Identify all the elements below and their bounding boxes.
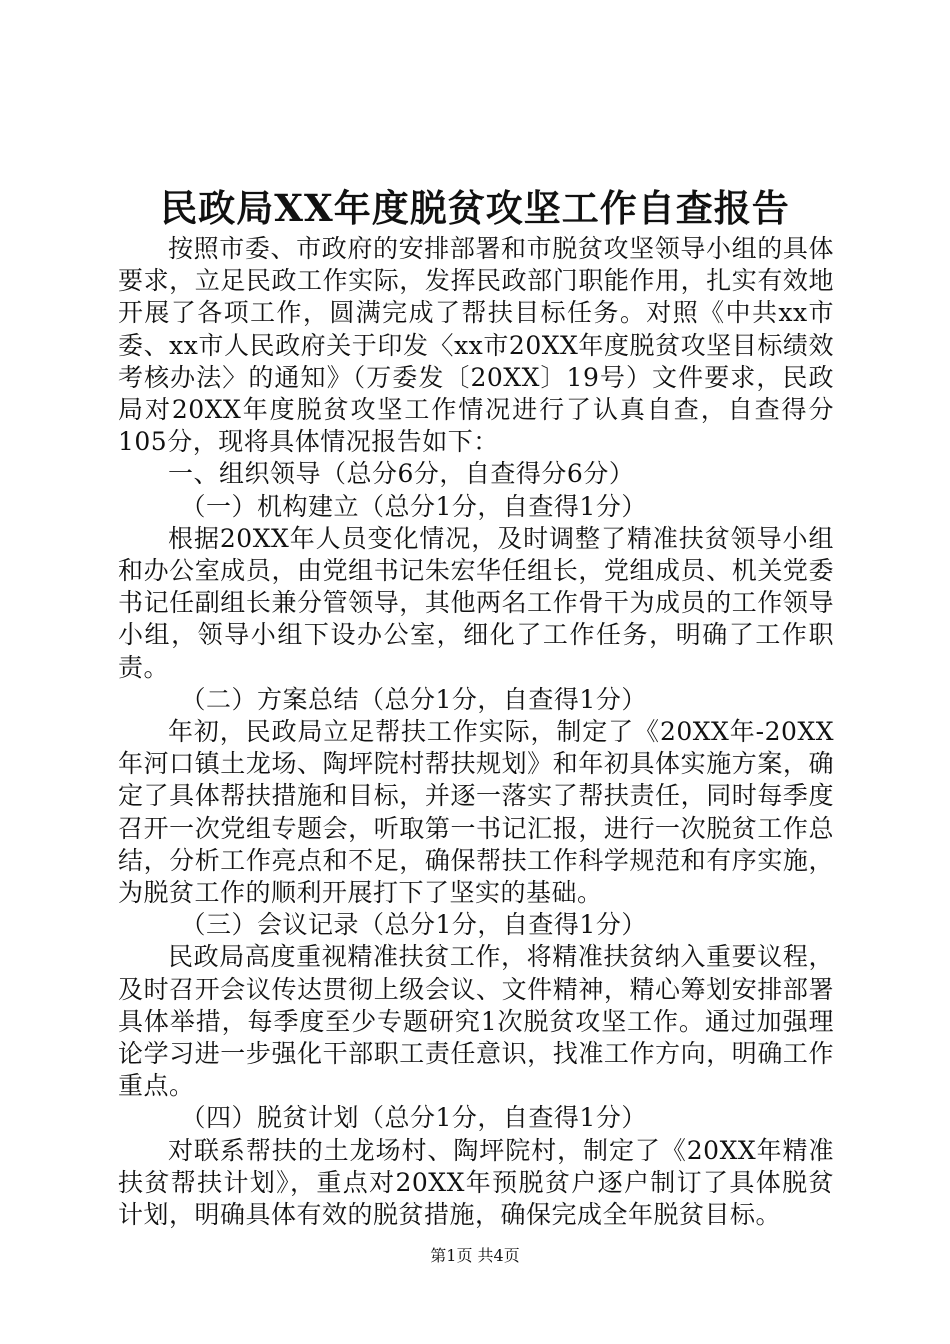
subsection-heading: （四）脱贫计划（总分1分，自查得1分）	[180, 1103, 647, 1133]
document-body	[118, 233, 834, 1231]
intro-paragraph: 按照市委、市政府的安排部署和市脱贫攻坚领导小组的具体要求，立足民政工作实际，发挥民政部门职能作用，扎实有效地开展了各项工作，圆满完成了帮扶目标任务。对照《中共xx市委、xx市人民政府关于印发〈xx市20XX年度脱贫攻坚目标绩效考核办法〉的通知》（万委发〔20XX〕19号）文件要求，民政局对20XX年度脱贫攻坚工作情况进行了认真自查，自查得分105分，现将具体情况报告如下：	[118, 234, 834, 457]
document-title: 民政局XX年度脱贫攻坚工作自查报告	[160, 186, 790, 230]
body-paragraph: 民政局高度重视精准扶贫工作，将精准扶贫纳入重要议程，及时召开会议传达贯彻上级会议、文件精神，精心筹划安排部署具体举措，每季度至少专题研究1次脱贫攻坚工作。通过加强理论学习进一步强化干部职工责任意识，找准工作方向，明确工作重点。	[118, 942, 834, 1101]
page-number-footer: 第1页 共4页	[430, 1246, 520, 1265]
subsection-heading: （二）方案总结（总分1分，自查得1分）	[180, 684, 647, 714]
subsection-heading: （一）机构建立（总分1分，自查得1分）	[180, 491, 647, 521]
body-paragraph: 对联系帮扶的土龙场村、陶坪院村，制定了《20XX年精准扶贫帮扶计划》，重点对20XX年预脱贫户逐户制订了具体脱贫计划，明确具体有效的脱贫措施，确保完成全年脱贫目标。	[118, 1135, 834, 1230]
body-paragraph: 根据20XX年人员变化情况，及时调整了精准扶贫领导小组和办公室成员，由党组书记朱宏华任组长，党组成员、机关党委书记任副组长兼分管领导，其他两名工作骨干为成员的工作领导小组，领导小组下设办公室，细化了工作任务，明确了工作职责。	[118, 523, 834, 682]
subsection-heading: （三）会议记录（总分1分，自查得1分）	[180, 910, 647, 940]
body-paragraph: 年初，民政局立足帮扶工作实际，制定了《20XX年-20XX年河口镇土龙场、陶坪院村帮扶规划》和年初具体实施方案，确定了具体帮扶措施和目标，并逐一落实了帮扶责任，同时每季度召开一次党组专题会，听取第一书记汇报，进行一次脱贫工作总结，分析工作亮点和不足，确保帮扶工作科学规范和有序实施，为脱贫工作的顺利开展打下了坚实的基础。	[118, 717, 834, 908]
section-heading: 一、组织领导（总分6分，自查得分6分）	[168, 459, 635, 489]
